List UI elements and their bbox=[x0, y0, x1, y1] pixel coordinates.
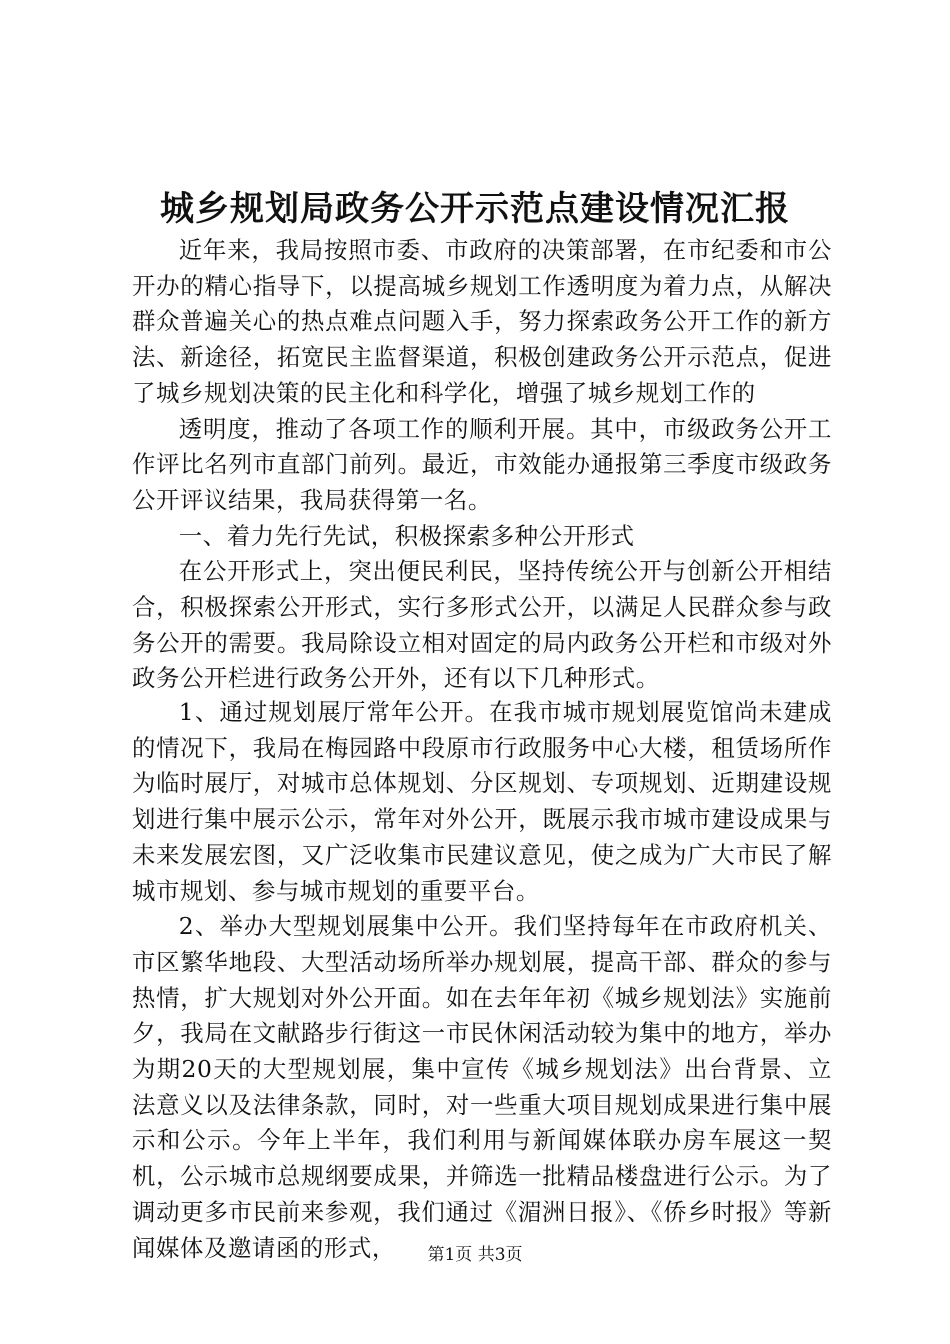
paragraph: 透明度，推动了各项工作的顺利开展。其中，市级政务公开工作评比名列市直部门前列。最近，市效能办通报第三季度市级政务公开评议结果，我局获得第一名。 bbox=[132, 414, 832, 514]
section-heading: 一、着力先行先试，积极探索多种公开形式 bbox=[178, 521, 635, 550]
paragraph: 1、通过规划展厅常年公开。在我市城市规划展览馆尚未建成的情况下，我局在梅园路中段原市行政服务中心大楼，租赁场所作为临时展厅，对城市总体规划、分区规划、专项规划、近期建设规划进行集中展示公示，常年对外公开，既展示我市城市建设成果与未来发展宏图，又广泛收集市民建议意见，使之成为广大市民了解城市规划、参与城市规划的重要平台。 bbox=[132, 698, 832, 905]
body-block-2 bbox=[132, 695, 832, 1266]
document-title: 城乡规划局政务公开示范点建设情况汇报 bbox=[160, 189, 790, 229]
paragraph: 2、举办大型规划展集中公开。我们坚持每年在市政府机关、市区繁华地段、大型活动场所举办规划展，提高干部、群众的参与热情，扩大规划对外公开面。如在去年年初《城乡规划法》实施前夕，我局在文献路步行街这一市民休闲活动较为集中的地方，举办为期20天的大型规划展，集中宣传《城乡规划法》出台背景、立法意义以及法律条款，同时，对一些重大项目规划成果进行集中展示和公示。今年上半年，我们利用与新闻媒体联办房车展这一契机，公示城市总规纲要成果，并筛选一批精品楼盘进行公示。为了调动更多市民前来参观，我们通过《湄洲日报》、《侨乡时报》等新闻媒体及邀请函的形式， bbox=[132, 912, 832, 1262]
page-footer: 第1页 共3页 bbox=[427, 1245, 523, 1265]
body-block-1 bbox=[132, 233, 832, 697]
paragraph: 在公开形式上，突出便民利民，坚持传统公开与创新公开相结合，积极探索公开形式，实行多形式公开，以满足人民群众参与政务公开的需要。我局除设立相对固定的局内政务公开栏和市级对外政务公开栏进行政务公开外，还有以下几种形式。 bbox=[132, 557, 832, 693]
paragraph: 近年来，我局按照市委、市政府的决策部署，在市纪委和市公开办的精心指导下，以提高城乡规划工作透明度为着力点，从解决群众普遍关心的热点难点问题入手，努力探索政务公开工作的新方法、新途径，拓宽民主监督渠道，积极创建政务公开示范点，促进了城乡规划决策的民主化和科学化，增强了城乡规划工作的 bbox=[132, 236, 832, 407]
